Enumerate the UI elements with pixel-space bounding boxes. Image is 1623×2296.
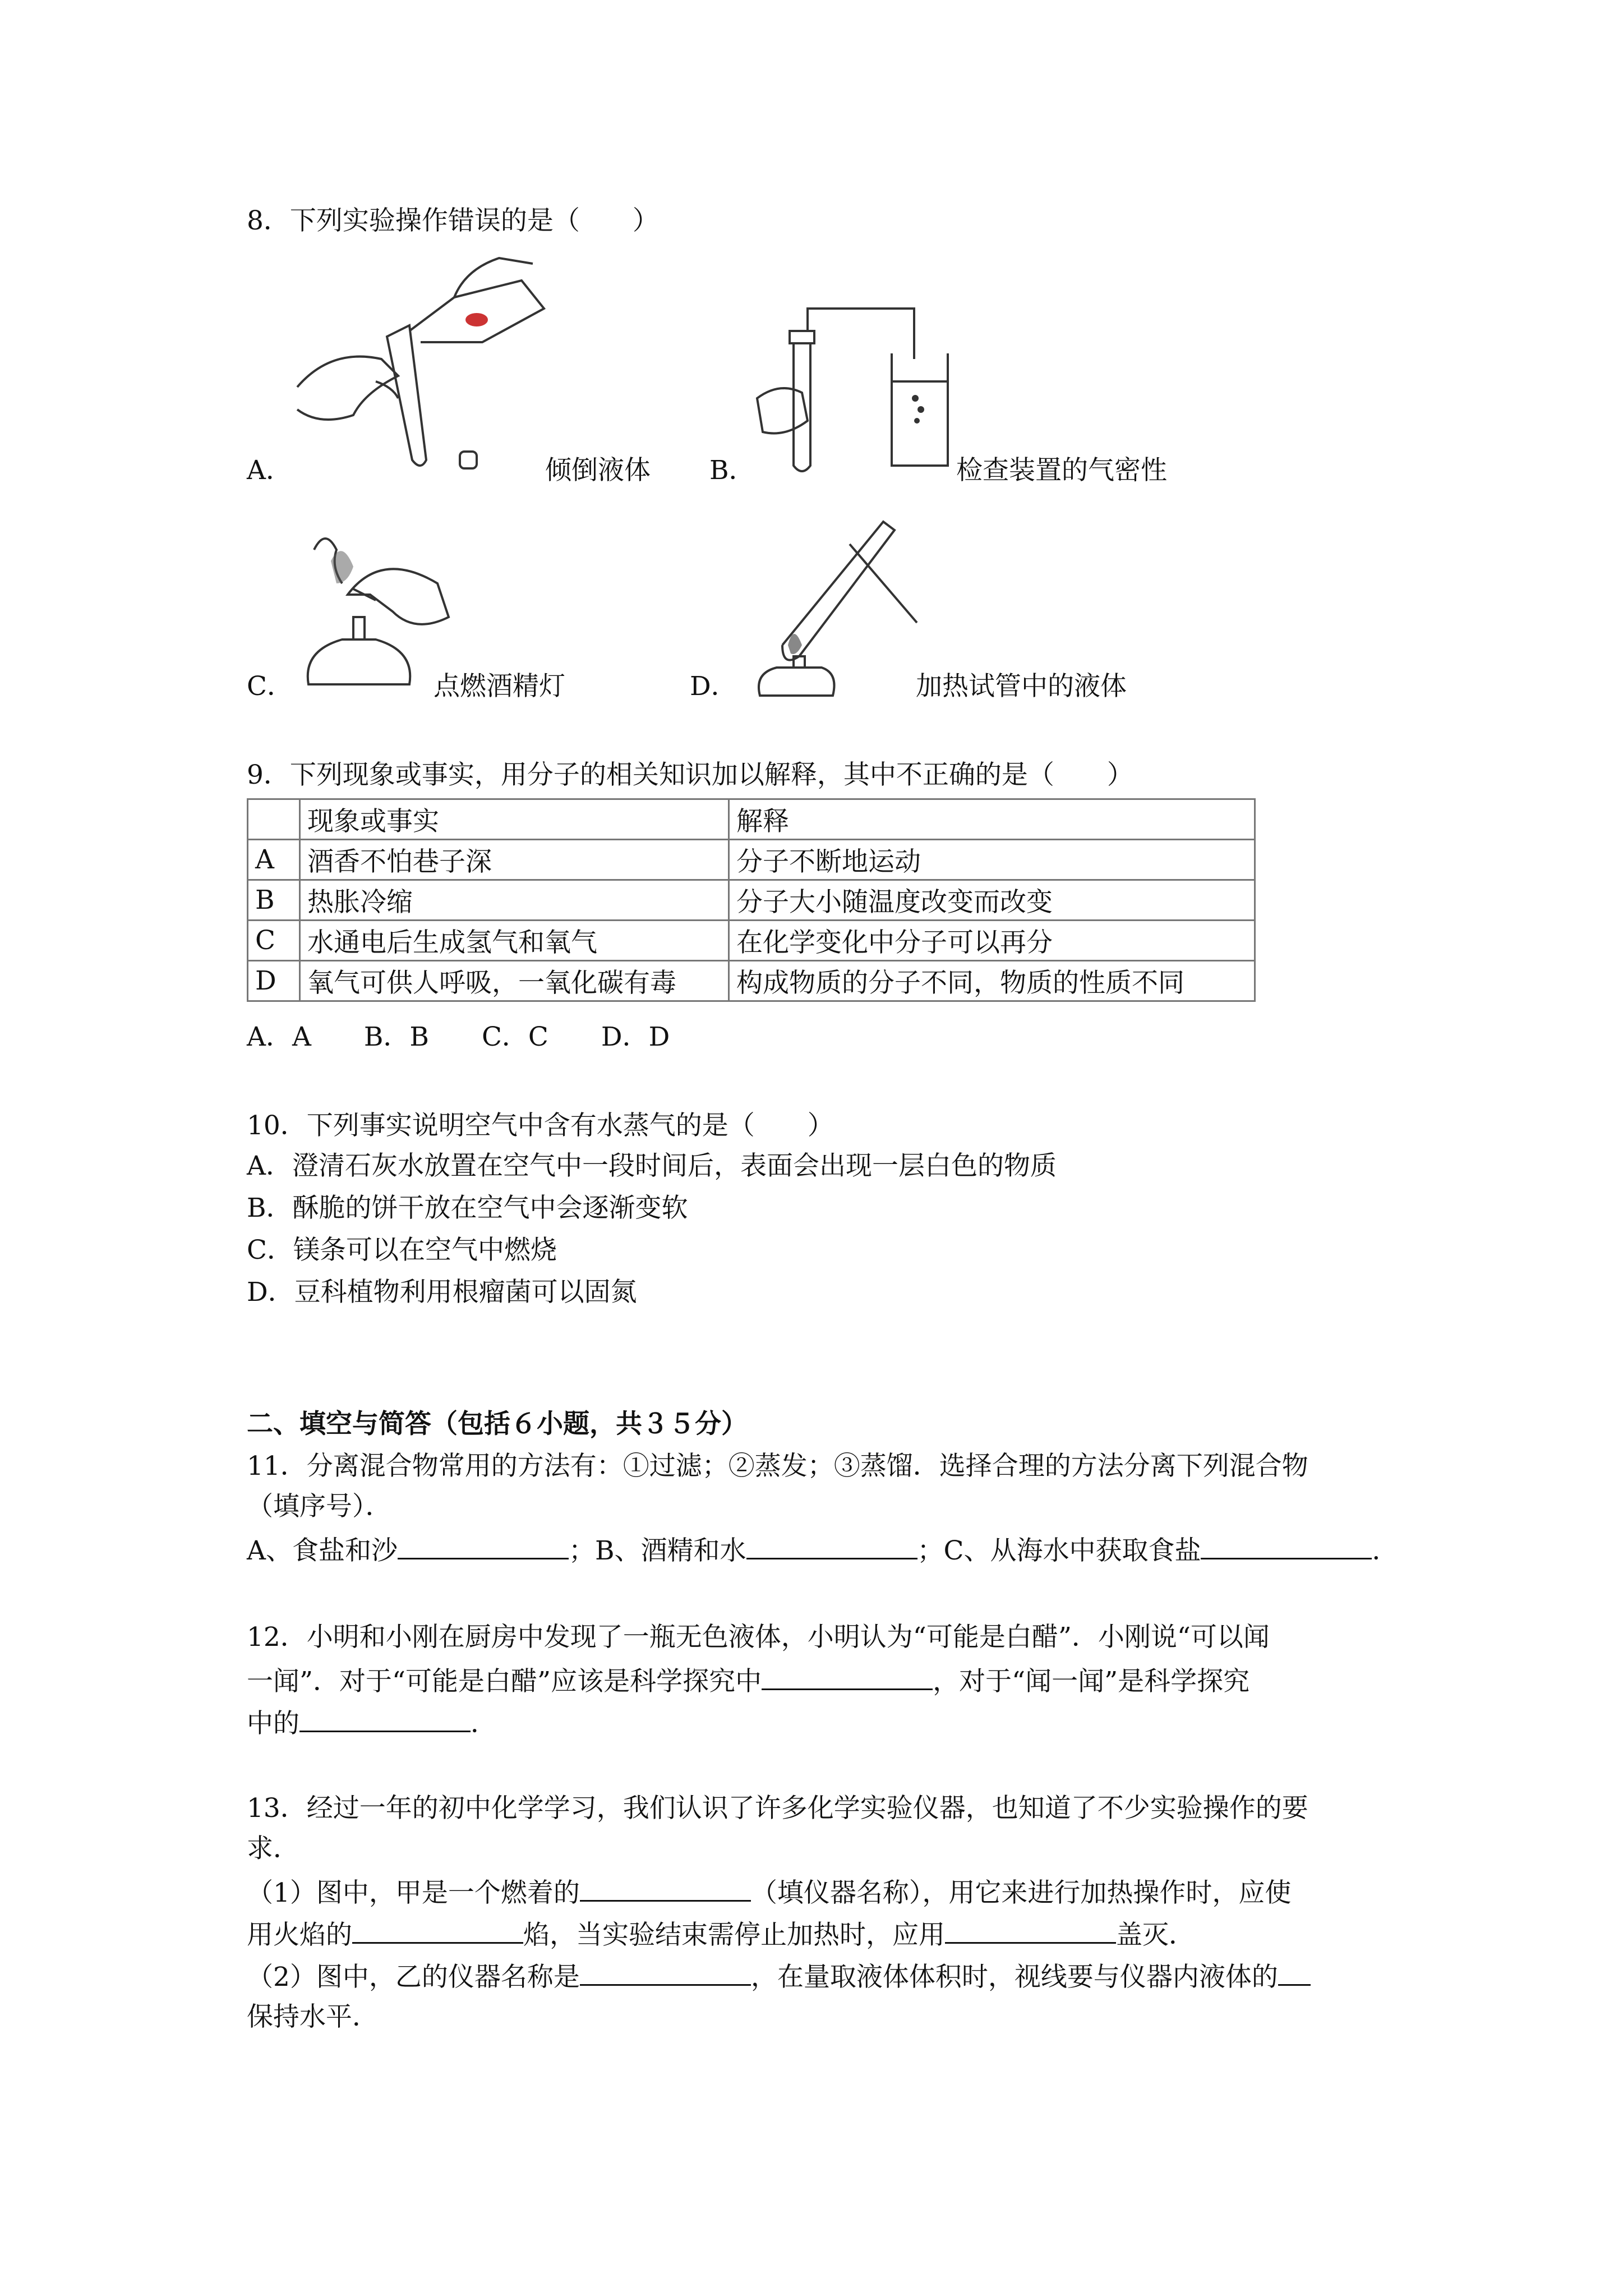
q10-option-d: D．豆科植物利用根瘤菌可以固氮 [247, 1277, 637, 1308]
q11-end: ． [1372, 1535, 1399, 1566]
q12-line1: 12．小明和小刚在厨房中发现了一瓶无色液体，小明认为“可能是白醋”．小刚说“可以闻 [247, 1622, 1270, 1653]
q8-option-a-caption: 倾倒液体 [545, 455, 651, 486]
q8-option-b-caption: 检查装置的气密性 [956, 455, 1167, 486]
q9-answer-options: A．A B．B C．C D．D [247, 1022, 670, 1052]
q12-text: 一闻”．对于“可能是白醋”应该是科学探究中 [247, 1666, 762, 1697]
q10-option-b: B．酥脆的饼干放在空气中会逐渐变软 [247, 1193, 688, 1223]
q11-blank-c[interactable] [1201, 1535, 1372, 1559]
table-header-cell: 现象或事实 [300, 799, 729, 840]
q13-part2-line2: 保持水平． [247, 2001, 379, 2032]
airtightness-check-figure [746, 297, 970, 482]
q8-option-b-letter: B． [709, 455, 755, 486]
q13-line2: 求． [247, 1833, 299, 1864]
table-cell: 热胀冷缩 [300, 880, 729, 921]
table-cell: A [248, 840, 300, 880]
table-cell: 氧气可供人呼吸，一氧化碳有毒 [300, 961, 729, 1001]
table-cell: 水通电后生成氢气和氧气 [300, 921, 729, 961]
q8-option-c-letter: C． [247, 671, 293, 702]
table-row [248, 961, 1255, 1001]
q13-blank-1[interactable] [580, 1878, 751, 1902]
q11-line2: （填序号）． [247, 1491, 392, 1522]
q11-line3 [247, 1535, 1398, 1564]
q8-option-d-letter: D． [690, 671, 737, 702]
q11-blank-b[interactable] [746, 1535, 917, 1559]
q10-stem: 10．下列事实说明空气中含有水蒸气的是（ ） [247, 1110, 834, 1141]
q9-table [247, 798, 1256, 1002]
q13-text: 焰，当实验结束需停止加热时，应用 [523, 1920, 945, 1950]
q11-line1: 11．分离混合物常用的方法有：①过滤；②蒸发；③蒸馏．选择合理的方法分离下列混合物 [247, 1451, 1308, 1481]
table-row [248, 921, 1255, 961]
q13-blank-5[interactable] [1278, 1962, 1311, 1986]
table-cell: C [248, 921, 300, 961]
q10-option-a: A．澄清石灰水放置在空气中一段时间后，表面会出现一层白色的物质 [247, 1151, 1057, 1181]
q13-text: （1）图中，甲是一个燃着的 [247, 1878, 580, 1908]
q13-part1-line1 [247, 1878, 1291, 1906]
table-row [248, 840, 1255, 880]
table-cell: 分子大小随温度改变而改变 [729, 880, 1255, 921]
q11-item-b: ；B、酒精和水 [568, 1535, 746, 1566]
q13-line1: 13．经过一年的初中化学学习，我们认识了许多化学实验仪器，也知道了不少实验操作的要 [247, 1793, 1308, 1824]
q11-item-a: A、食盐和沙 [247, 1535, 398, 1566]
q12-blank-2[interactable] [299, 1708, 471, 1732]
q13-text: （填仪器名称），用它来进行加热操作时，应使 [750, 1878, 1292, 1908]
q13-text: 盖灭． [1116, 1920, 1195, 1950]
q13-part2-line1 [247, 1962, 1311, 1993]
q11-item-c: ；C、从海水中获取食盐 [917, 1535, 1201, 1566]
table-header-cell: 解释 [729, 799, 1255, 840]
q8-stem: 8．下列实验操作错误的是（ ） [247, 205, 659, 236]
q13-text: （2）图中，乙的仪器名称是 [247, 1962, 580, 1993]
q8-option-d-caption: 加热试管中的液体 [916, 671, 1127, 702]
table-cell: D [248, 961, 300, 1001]
table-row [248, 880, 1255, 921]
q12-blank-1[interactable] [762, 1666, 933, 1690]
q11-blank-a[interactable] [398, 1535, 569, 1559]
table-cell: B [248, 880, 300, 921]
table-cell: 构成物质的分子不同，物质的性质不同 [729, 961, 1255, 1001]
table-cell: 酒香不怕巷子深 [300, 840, 729, 880]
q13-text: 用火焰的 [247, 1920, 352, 1950]
table-cell: 在化学变化中分子可以再分 [729, 921, 1255, 961]
section-2-title: 二、填空与简答（包括６小题，共３５分） [247, 1409, 748, 1439]
heating-test-tube-figure [737, 505, 945, 712]
q9-stem: 9．下列现象或事实，用分子的相关知识加以解释，其中不正确的是（ ） [247, 760, 1133, 790]
q13-blank-4[interactable] [580, 1962, 751, 1986]
q12-text: 中的 [247, 1708, 299, 1739]
q13-text: ，在量取液体体积时，视线要与仪器内液体的 [750, 1962, 1278, 1993]
q12-line3 [247, 1708, 497, 1737]
table-cell: 分子不断地运动 [729, 840, 1255, 880]
q12-text: ，对于“闻一闻”是科学探究 [933, 1666, 1250, 1697]
q12-line2 [247, 1666, 1249, 1695]
table-row [248, 799, 1255, 840]
table-header-cell [248, 799, 300, 840]
q10-option-c: C．镁条可以在空气中燃烧 [247, 1235, 557, 1266]
q8-option-c-caption: 点燃酒精灯 [434, 671, 565, 702]
q8-option-a-letter: A． [247, 455, 292, 486]
q13-blank-2[interactable] [352, 1920, 523, 1944]
q12-text: ． [471, 1708, 497, 1739]
q13-part1-line2 [247, 1920, 1195, 1948]
pouring-liquid-figure [286, 247, 555, 482]
q13-blank-3[interactable] [945, 1920, 1116, 1944]
